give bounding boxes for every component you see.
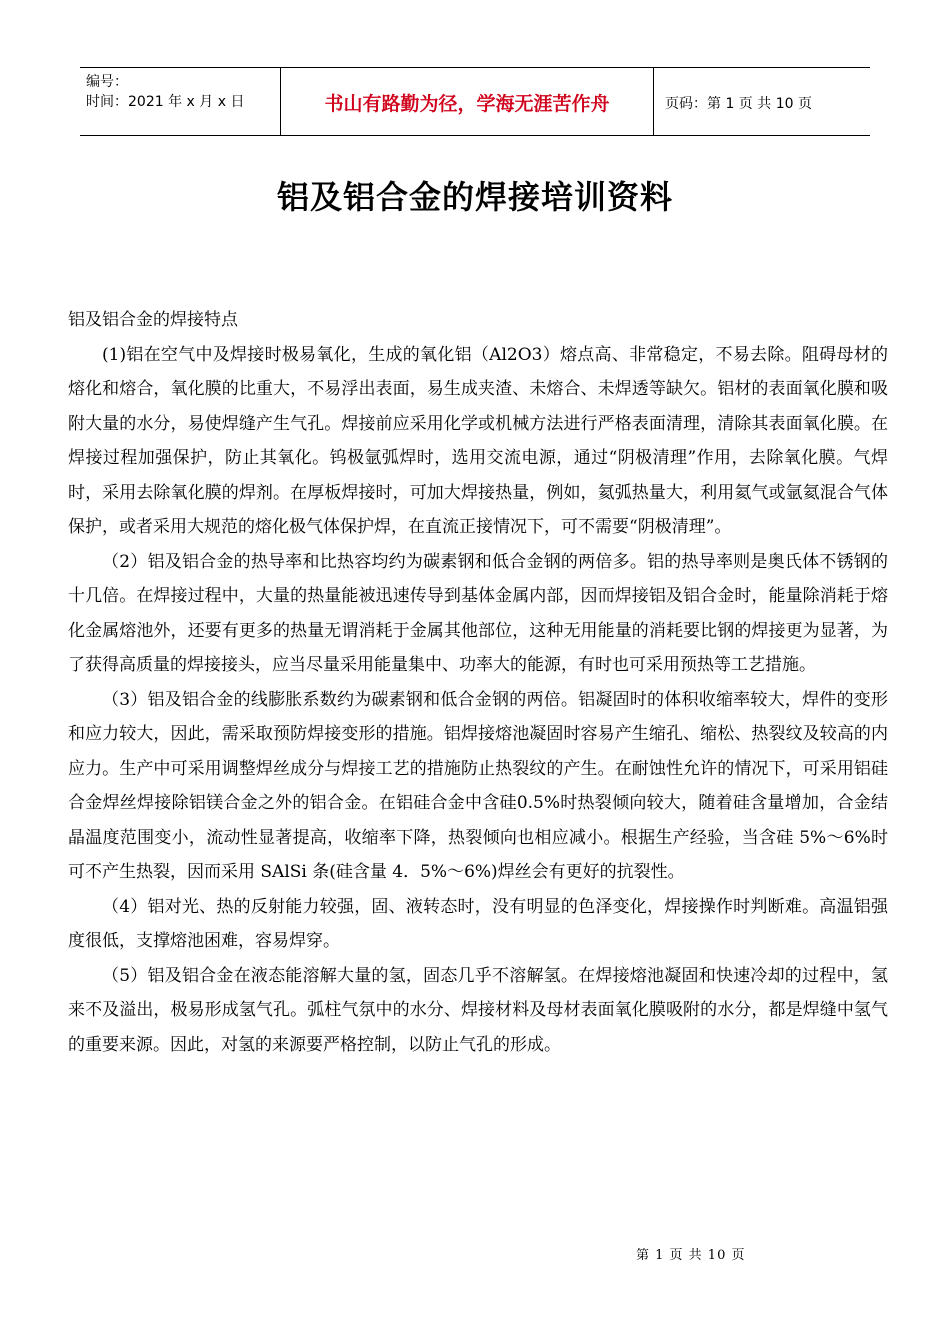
document-date-label: 时间：2021 年 x 月 x 日 — [86, 94, 245, 110]
paragraph-4: （4）铝对光、热的反射能力较强，固、液转态时，没有明显的色泽变化，焊接操作时判断难。高温铝强度很低，支撑熔池困难，容易焊穿。 — [68, 896, 888, 951]
paragraph-3: （3）铝及铝合金的线膨胀系数约为碳素钢和低合金钢的两倍。铝凝固时的体积收缩率较大，焊件的变形和应力较大，因此，需采取预防焊接变形的措施。铝焊接熔池凝固时容易产生缩孔、缩松、热裂纹及较高的内应力。生产中可采用调整焊丝成分与焊接工艺的措施防止热裂纹的产生。在耐蚀性允许的情况下，可采用铝硅合金焊丝焊接除铝镁合金之外的铝合金。在铝硅合金中含硅0.5%时热裂倾向较大，随着硅含量增加，合金结晶温度范围变小，流动性显著提高，收缩率下降，热裂倾向也相应减小。根据生产经验，当含硅 5%～6%时可不产生热裂，因而采用 SAlSi 条(硅含量 4．5%～6%)焊丝会有更好的抗裂性。 — [68, 689, 888, 882]
paragraph-2: （2）铝及铝合金的热导率和比热容均约为碳素钢和低合金钢的两倍多。铝的热导率则是奥氏体不锈钢的十几倍。在焊接过程中，大量的热量能被迅速传导到基体金属内部，因而焊接铝及铝合金时，能量除消耗于熔化金属熔池外，还要有更多的热量无谓消耗于金属其他部位，这种无用能量的消耗要比钢的焊接更为显著，为了获得高质量的焊接接头，应当尽量采用能量集中、功率大的能源，有时也可采用预热等工艺措施。 — [68, 551, 888, 675]
document-body — [68, 303, 888, 1062]
header-table — [80, 67, 870, 136]
header-page-info: 页码：第 1 页 共 10 页 — [665, 95, 812, 112]
document-title: 铝及铝合金的焊接培训资料 — [276, 178, 673, 216]
header-motto: 书山有路勤为径，学海无涯苦作舟 — [281, 68, 654, 135]
paragraph-5: （5）铝及铝合金在液态能溶解大量的氢，固态几乎不溶解氢。在焊接熔池凝固和快速冷却的过程中，氢来不及溢出，极易形成氢气孔。弧柱气氛中的水分、焊接材料及母材表面氧化膜吸附的水分，都是焊缝中氢气的重要来源。因此，对氢的来源要严格控制，以防止气孔的形成。 — [68, 965, 888, 1055]
section-heading: 铝及铝合金的焊接特点 — [68, 310, 238, 330]
header-meta-cell — [80, 68, 281, 135]
document-number-label: 编号： — [86, 74, 128, 90]
page-footer: 第 1 页 共 10 页 — [636, 1248, 746, 1263]
paragraph-1: (1)铝在空气中及焊接时极易氧化，生成的氧化铝（Al2O3）熔点高、非常稳定，不易去除。阻碍母材的熔化和熔合，氧化膜的比重大，不易浮出表面，易生成夹渣、未熔合、未焊透等缺欠。铝材的表面氧化膜和吸附大量的水分，易使焊缝产生气孔。焊接前应采用化学或机械方法进行严格表面清理，清除其表面氧化膜。在焊接过程加强保护，防止其氧化。钨极氩弧焊时，选用交流电源，通过“阴极清理”作用，去除氧化膜。气焊时，采用去除氧化膜的焊剂。在厚板焊接时，可加大焊接热量，例如，氦弧热量大，利用氦气或氩氦混合气体保护，或者采用大规范的熔化极气体保护焊，在直流正接情况下，可不需要“阴极清理”。 — [68, 344, 888, 537]
